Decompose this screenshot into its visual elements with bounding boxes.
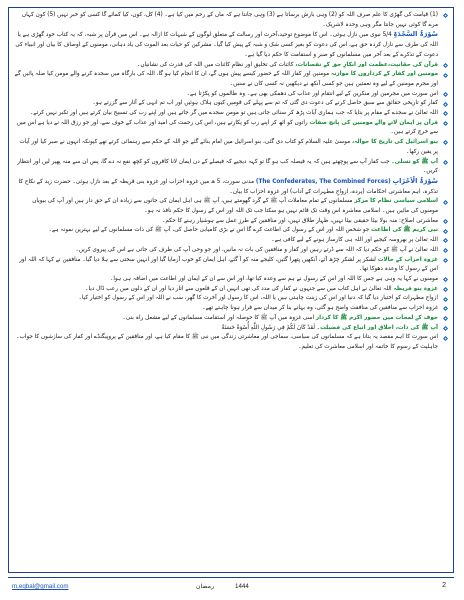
bullet-paragraph [14, 285, 449, 295]
paragraph-text: مومنوں نے کہا یہ وہی ہے جس کا اللہ اور اس کے رسول نے ہم سے وعدہ کیا تھا، اور اس سے ان کے ایمان اور اطاعت میں اضافہ ہی ہوا۔ [110, 275, 438, 282]
paragraph-text: غزوہ احزاب سے منافقین کی منافقت واضح ہو گئی، وہ بہانے بنا کر میدان سے فرار ہونا چاہتے تھے۔ [202, 305, 438, 312]
bullet-paragraph [14, 256, 449, 275]
bullet-paragraph [14, 90, 449, 100]
diamond-bullet-icon [443, 121, 448, 126]
paragraph-text: مسلمانوں کے تمام معاملات آپ ﷺ کے گرد گھومتے ہیں، آپ ﷺ ہی اہل ایمان کی جانوں سے زیادہ ان کے حق دار ہیں اور آپ کی بیویاں مومنوں کی مائیں ہیں۔ اسلامی معاشرہ اس وقت تک قائم نہیں ہو سکتا جب تک اللہ اور اس کے رسول کا حکم نافذ نہ ہو۔ [32, 198, 438, 215]
bullet-paragraph [14, 70, 449, 89]
paragraph-text: لَقَدْ كَانَ لَكُمْ فِي رَسُولِ اللَّهِ أُسْوَةٌ حَسَنَةٌ [221, 324, 315, 331]
bullet-paragraph [14, 226, 449, 236]
diamond-bullet-icon [443, 73, 448, 78]
paragraph-text: اسی غزوہ میں آپ ﷺ کا حوصلہ اور استقامت مسلمانوں کے لیے مشعل راہ بنی۔ [122, 314, 315, 321]
paragraph-text: اللہ تعالیٰ نے اہل کتاب میں سے جنہوں نے کفار کی مدد کی تھی انہیں ان کے قلعوں سے اتار دیا اور ان کے دلوں میں رعب ڈال دیا۔ [85, 285, 392, 292]
diamond-bullet-icon [443, 102, 448, 107]
diamond-bullet-icon [443, 248, 448, 253]
diamond-bullet-icon [443, 258, 448, 263]
bullet-paragraph [14, 324, 449, 334]
bullet-paragraph [14, 304, 449, 314]
paragraph-text: لشکر پر لشکر چڑھ آئے، آنکھیں پتھرا گئیں، کلیجے منہ کو آ گئے، اہل ایمان کو خوب آزمایا گیا اور انہیں سختی سے ہلا دیا گیا۔ منافقین نے کہا کہ اللہ اور اس کے رسول کا وعدہ دھوکا تھا۔ [19, 256, 438, 273]
paragraph-text: 5/4 نبوی میں نازل ہوئی۔ اس کا موضوع توحید،آخرت اور رسالت کے متعلق لوگوں کے شبہات کا ازالہ ہے۔ اس میں قرآن پر شبہ، کہ یہ کتاب خود گھڑی ہے یا اللہ کی طرف سے نازل کردہ حق ہے، اس کی دعوت کو بغیر کسی شک و شبہ کے پیش کیا گیا۔ مشرکین کو حیات بعد الموت کی یاد دہانی، مومنوں کے اوصاف کا بیان اور انبیاء کی دعوت کے تذکرے کے بعد آخر میں مسلمانوں کو صبر و استقامت کا حکم دیا گیا ہے۔ [15, 32, 438, 58]
paragraph-text: (1) قیامت کی گھڑی کا علم صرف اللہ کو (2) وہی بارش برساتا ہے (3) وہی جانتا ہے کہ ماں کے رحم میں کیا ہے۔ (4) کل، کون، کیا کمائے گا کسی کو خبر نہیں (5) کون کہاں مرے گا کوئی نہیں جانتا مگر وہی وحدہ لاشریک۔ [21, 12, 438, 28]
page-number: 2 [442, 582, 446, 589]
highlighted-phrase: بنو اسرائیل کی تاریخ کا حوالہ، [351, 139, 438, 146]
diamond-bullet-icon [443, 140, 448, 145]
bullet-paragraph [14, 109, 449, 119]
highlighted-phrase: غزوہ احزاب کے حالات [377, 256, 438, 263]
bullet-paragraph [14, 138, 449, 157]
bullet-paragraph [14, 158, 449, 177]
diamond-bullet-icon [443, 63, 448, 68]
diamond-bullet-icon [443, 92, 448, 97]
diamond-bullet-icon [443, 287, 448, 292]
diamond-bullet-icon [443, 316, 448, 321]
highlighted-phrase: خوف کے لمحات میں حضور اکرم ﷺ کا کردار [315, 314, 438, 321]
bullet-paragraph [14, 275, 449, 285]
paragraph-text: کفار کو تاریخی حقائق سے سبق حاصل کرنے کی دعوت دی گئی کہ تم سے پہلے کی قومیں کیوں ہلاک ہوئیں اور اب تم انہی کے آثار سے گزرتے ہو۔ [92, 100, 438, 107]
highlighted-phrase: آپ ﷺ کی ذات، اخلاق اور اتباع کی فضیلت۔ [316, 324, 438, 331]
footer-email-link[interactable]: m.eqbal@gmail.com [12, 583, 69, 590]
highlighted-phrase: اسلامی سیاسی نظام کا مرکز [354, 198, 438, 205]
surah-intro-paragraph [14, 177, 449, 197]
paragraph-text: کائنات کی تخلیق اور نظامِ کائنات میں اللہ کی قدرت کی نشانیاں۔ [137, 61, 294, 68]
highlighted-phrase: قرآن کی حقانیت،عظمت اور انکارِ حق کے نقصانات، [295, 61, 438, 68]
paragraph-text: اللہ تعالیٰ نے آپ ﷺ کو حکم دیا کہ اللہ سے ڈرتے رہیں اور کفار و منافقین کی بات نہ مانیں، اور جو وحی آپ کی طرف کی جاتی ہے اس کی پیروی کریں۔ [75, 246, 438, 253]
bullet-paragraph [14, 217, 449, 227]
paragraph-text: ازواج مطہرات کو اختیار دیا گیا کہ دنیا اور اس کی زینت چاہتی ہیں یا اللہ، اس کا رسول اور آخرت کا گھر، سب نے اللہ اور اس کے رسول کو اختیار کیا۔ [78, 295, 438, 302]
diamond-bullet-icon [443, 200, 448, 205]
highlighted-phrase: مومنین اور کفار کے کرداروں کا موازنہ [330, 71, 438, 78]
page-footer [10, 581, 452, 593]
surah-intro-paragraph [14, 30, 449, 60]
paragraph-text: موسیٰ علیہ السلام کو کتاب دی گئی، بنو اسرائیل میں امام بنائے گئے جو اللہ کے حکم سے رہنمائی کرتے تھے کیونکہ انہوں نے صبر کیا اور آیات پر یقین رکھا۔ [19, 139, 438, 155]
page-frame [8, 7, 454, 573]
page-content [14, 11, 449, 353]
bullet-paragraph [14, 61, 449, 71]
highlighted-phrase: قرآن پر ایمان لانے والے مومنین کی پانچ صفات [309, 119, 438, 126]
footer-year: 1444 [235, 583, 249, 590]
diamond-bullet-icon [443, 277, 448, 282]
bullet-paragraph [14, 99, 449, 109]
paragraph-text: راتوں کو اٹھ کر اپنے رب کو پکارتے ہیں، اس کی رحمت کی امید اور عذاب کے خوف سے، اور جو رزق اللہ نے دیا ہے اس میں سے خرچ کرتے ہیں۔ [16, 119, 438, 136]
paragraph-text: اس سورت کا اہم مقصد یہ بتانا ہے کہ مسلمانوں کی سیاسی، سماجی اور معاشرتی زندگی میں نبی ﷺ کا مقام کیا ہے، اور منافقین کے پروپیگنڈے اور کفار کی سازشوں کا جواب۔ جاہلیت کے رسوم کا خاتمہ اور اسلامی معاشرت کی تعلیم۔ [16, 334, 438, 350]
diamond-bullet-icon [443, 13, 448, 18]
highlighted-phrase: آپ ﷺ کو تسلی۔ [391, 158, 438, 165]
surah-english-title: (The Confederates, The Combined Forces) [255, 178, 391, 185]
paragraph-text: مومنین اور کفار اللہ کے حضور کیسے پیش ہوں گے، ان کا انجام کیا ہو گا، اللہ کی بارگاہ میں سجدہ کرنے والے مومن کیا صلہ پائیں گے اور مجرم مومنین کے لیے وہ نعمتیں ہیں جو کسی آنکھ نے دیکھیں نہ کسی کان نے سنیں۔ [14, 71, 438, 87]
highlighted-phrase: نبی کریم ﷺ کی اطاعت [371, 227, 438, 234]
bullet-paragraph [14, 314, 449, 324]
bullet-paragraph [14, 333, 449, 352]
diamond-bullet-icon [443, 229, 448, 234]
diamond-bullet-icon [443, 160, 448, 165]
paragraph-text: مدنی سورت، 5 ھ میں غزوہ احزاب اور غزوہ بنی قریظہ کے بعد نازل ہوئی۔ حضرت زید کے نکاح کا تذکرہ، اہم معاشرتی احکامات (پردہ، ازواجِ مطہرات کے آداب) اور غزوہ احزاب کا بیان۔ [18, 178, 438, 195]
paragraph-text: جو شخص اللہ اور اس کے رسول کی اطاعت کرے گا اس نے بڑی کامیابی حاصل کی، آپ ﷺ کی ذات مسلمانوں کے لیے بہترین نمونہ ہے۔ [48, 227, 370, 234]
diamond-bullet-icon [443, 326, 448, 331]
surah-heading: سُوْرَۃُ الْاَحْزَابِ [392, 176, 438, 185]
paragraph-text: اللہ تعالیٰ پر بھروسہ کیجیے اور اللہ ہی کارساز ہونے کے لیے کافی ہے۔ [271, 237, 438, 244]
diamond-bullet-icon [443, 297, 448, 302]
bullet-paragraph [14, 294, 449, 304]
bullet-paragraph [14, 236, 449, 246]
diamond-bullet-icon [443, 238, 448, 243]
diamond-bullet-icon [443, 219, 448, 224]
bullet-paragraph [14, 197, 449, 216]
bullet-paragraph [14, 119, 449, 138]
bullet-paragraph [14, 11, 449, 30]
paragraph-text: اس سورت میں مجرمین اور منکرین کے لیے انتقام اور عذاب کی دھمکی بھی ہے۔ وہ ظالموں کو پکڑتا ہے۔ [186, 90, 438, 97]
paragraph-text: اللہ تعالیٰ نے سجدے کے مقام پر بتایا کہ جب ہماری آیات پڑھ کر سنائی جاتی ہیں تو مومن سجدے میں گر جاتے ہیں اور اپنے رب کی تسبیح بیان کرتے ہیں اور تکبر نہیں کرتے۔ [29, 110, 438, 117]
diamond-bullet-icon [443, 306, 448, 311]
footer-month: رمضان [196, 583, 215, 590]
diamond-bullet-icon [443, 111, 448, 116]
paragraph-text: معاشرتی اصلاح: منہ بولا بیٹا حقیقی بیٹا نہیں، ظہار طلاق نہیں، اور منافقین کے طرزِ عمل سے ہوشیار رہنے کا حکم۔ [162, 217, 438, 224]
surah-heading: سُوْرَۃُ السَّجْدَۃِ [393, 30, 438, 39]
footer-divider [8, 577, 454, 578]
diamond-bullet-icon [443, 336, 448, 341]
paragraph-text: جب کفار آپ سے پوچھتے ہیں کہ یہ فیصلہ کب ہو گا تو کہہ دیجیے کہ فیصلے کے دن ایمان لانا کافروں کو کچھ نفع نہ دے گا، پس ان سے منہ پھیر لیں اور انتظار کریں۔ [17, 158, 438, 175]
highlighted-phrase: غزوہ بنو قریظہ [393, 285, 438, 292]
bullet-paragraph [14, 246, 449, 256]
